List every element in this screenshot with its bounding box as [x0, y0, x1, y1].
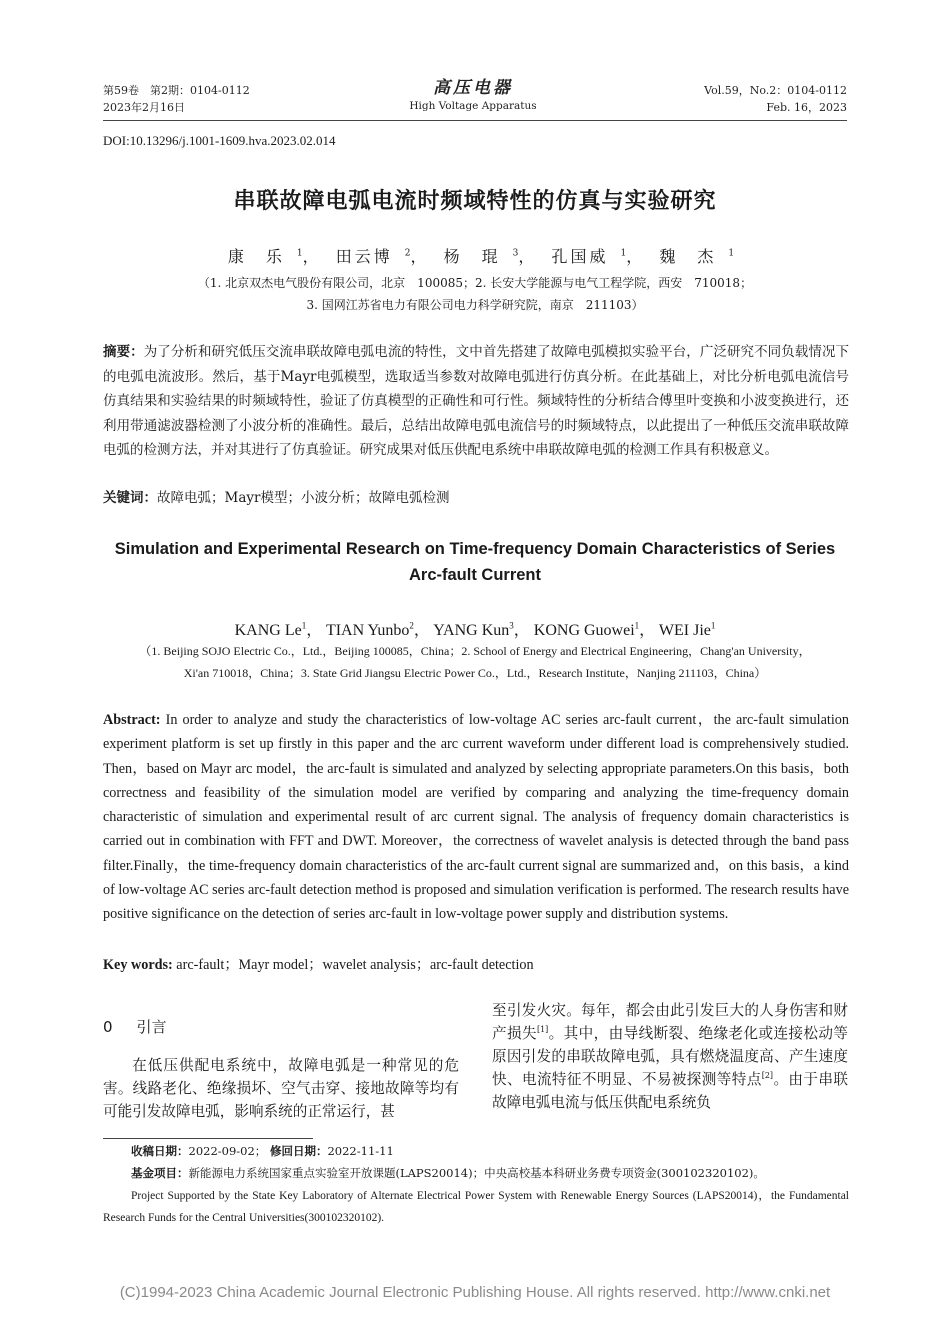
header-left — [103, 82, 250, 116]
abstract-label-en: Abstract: — [103, 712, 161, 728]
revised-label: 修回日期： — [269, 1144, 328, 1158]
body-column-left — [103, 1054, 459, 1123]
volume-issue-en: Vol.59，No.2：0104-0112 — [704, 84, 847, 97]
author-list-cn — [103, 244, 847, 267]
abstract-text-en: In order to analyze and study the characteristics of low-voltage AC series arc-fault current，the arc-fault simulation experiment platform is set up firstly in this paper and the arc current waveform under different load is comprehensively studied. Then，based on Mayr arc model，the arc-fault is simulated and analyzed by selecting appropriate parameters.On this basis，both correctness and feasibility of the simulation model are verified by comparing and analyzing the time-frequency domain characteristic of simulation and experimental result of arc current signal. The analysis of frequency domain characteristics is carried out in combination with FFT and DWT. Moreover，the correctness of wavelet analysis is detected through the band pass filter.Finally，the time-frequency domain characteristics of the arc-fault current signal are summarized and，on this basis，a kind of low-voltage AC series arc-fault detection method is proposed and simulation verification is performed. The research results have positive significance on the detection of series arc-fault in low-voltage power supply and distribution systems. — [103, 712, 849, 923]
keywords-text-en: arc-fault；Mayr model；wavelet analysis；arc-fault detection — [172, 957, 534, 973]
header-right — [704, 82, 847, 116]
revised-date: 2022-11-11 — [327, 1144, 394, 1158]
section-heading — [103, 1016, 167, 1037]
footnote-dates — [103, 1141, 849, 1161]
footnote-fund-en: Project Supported by the State Key Laboratory of Alternate Electrical Power System with Renewable Energy Sources (LAPS20014)，the Fundamental Research Funds for the Central Universities(300102320102). — [103, 1190, 849, 1224]
publish-date: 2023年2月16日 — [103, 101, 185, 114]
footnote-divider — [103, 1138, 313, 1139]
body-paragraph: 在低压供配电系统中，故障电弧是一种常见的危害。线路老化、绝缘损坏、空气击穿、接地故障等均有可能引发故障电弧，影响系统的正常运行，甚 — [103, 1057, 459, 1120]
author-cn: 康 乐 $^1$， — [227, 247, 319, 266]
fund-text: 新能源电力系统国家重点实验室开放课题(LAPS20014)；中央高校基本科研业务费专项资金(300102320102)。 — [188, 1166, 765, 1180]
citation-ref[interactable]: [2] — [761, 1071, 774, 1081]
keywords-cn — [103, 486, 849, 510]
affiliations-cn: （1. 北京双杰电气股份有限公司，北京 100085；2. 长安大学能源与电气工程学院，西安 710018； 3. 国网江苏省电力有限公司电力科学研究院，南京 211103） — [197, 276, 753, 312]
volume-issue: 第59卷 第2期：0104-0112 — [103, 84, 250, 97]
abstract-en — [103, 708, 849, 927]
header-divider — [103, 120, 847, 121]
doi: DOI:10.13296/j.1001-1609.hva.2023.02.014 — [103, 133, 336, 148]
publish-date-en: Feb. 16，2023 — [766, 101, 847, 114]
paper-title-en: Simulation and Experimental Research on Time-frequency Domain Characteristics of Series Arc-fault Current — [114, 540, 836, 584]
author-cn: 孔国威 $^1$， — [551, 247, 643, 266]
header-center — [350, 78, 596, 114]
received-date: 2022-09-02； — [188, 1144, 267, 1158]
author-en: TIAN Yunbo$^2$， — [325, 620, 430, 639]
affiliations-en: （1. Beijing SOJO Electric Co.，Ltd.，Beijing 100085，China；2. School of Energy and Electrical Engineering，Chang'an University， Xi'an 710018，China；3. State Grid Jiangsu Electric Power Co.，Ltd.，Research Institute，Nanjing 211103，China） — [139, 644, 811, 680]
section-number: 0 — [103, 1018, 113, 1036]
citation-ref[interactable]: [1] — [536, 1025, 549, 1035]
paper-title-cn: 串联故障电弧电流时频域特性的仿真与实验研究 — [233, 189, 717, 214]
footnote-fund — [103, 1163, 849, 1183]
keywords-text-cn: 故障电弧；Mayr模型；小波分析；故障电弧检测 — [157, 490, 450, 506]
author-en: YANG Kun$^3$， — [433, 620, 530, 639]
author-en: KONG Guowei$^1$， — [533, 620, 656, 639]
author-cn: 魏 杰 $^1$ — [659, 247, 735, 266]
author-en: KANG Le$^1$， — [234, 620, 323, 639]
keywords-label-cn: 关键词： — [103, 490, 157, 506]
body-column-right: 至引发火灾。每年，都会由此引发巨大的人身伤害和财产损失[1]。其中，由导线断裂、绝缘老化或连接松动等原因引发的串联故障电弧，具有燃烧温度高、产生速度快、电流特征不明显、不易被探测等特点[2]。由于串联故障电弧电流与低压供配电系统负 — [492, 1002, 848, 1111]
section-title: 引言 — [136, 1018, 167, 1036]
author-cn: 杨 琨 $^3$， — [443, 247, 535, 266]
fund-label: 基金项目： — [131, 1166, 189, 1180]
author-list-en — [103, 617, 847, 640]
author-cn: 田云博 $^2$， — [335, 247, 427, 266]
received-label: 收稿日期： — [131, 1144, 189, 1158]
abstract-text-cn: 为了分析和研究低压交流串联故障电弧电流的特性，文中首先搭建了故障电弧模拟实验平台，广泛研究不同负载情况下的电弧电流波形。然后，基于Mayr电弧模型，选取适当参数对故障电弧进行仿真分析。在此基础上，对比分析电弧电流信号仿真结果和实验结果的时频域特性，验证了仿真模型的正确性和可行性。频域特性的分析结合傅里叶变换和小波变换进行，还利用带通滤波器检测了小波分析的准确性。最后，总结出故障电弧电流信号的时频域特点，以此提出了一种低压交流串联故障电弧的检测方法，并对其进行了仿真验证。研究成果对低压供配电系统中串联故障电弧的检测工作具有积极意义。 — [103, 344, 850, 459]
keywords-label-en: Key words: — [103, 957, 173, 973]
journal-logo-cn: 高压电器 — [433, 78, 513, 98]
keywords-en — [103, 953, 849, 977]
author-en: WEI Jie$^1$ — [658, 620, 716, 639]
abstract-label-cn: 摘要： — [103, 344, 144, 360]
abstract-cn — [103, 340, 849, 463]
journal-name-en: High Voltage Apparatus — [409, 100, 537, 112]
copyright-watermark: (C)1994-2023 China Academic Journal Electronic Publishing House. All rights reserved. http://www.cnki.net — [119, 1284, 831, 1301]
